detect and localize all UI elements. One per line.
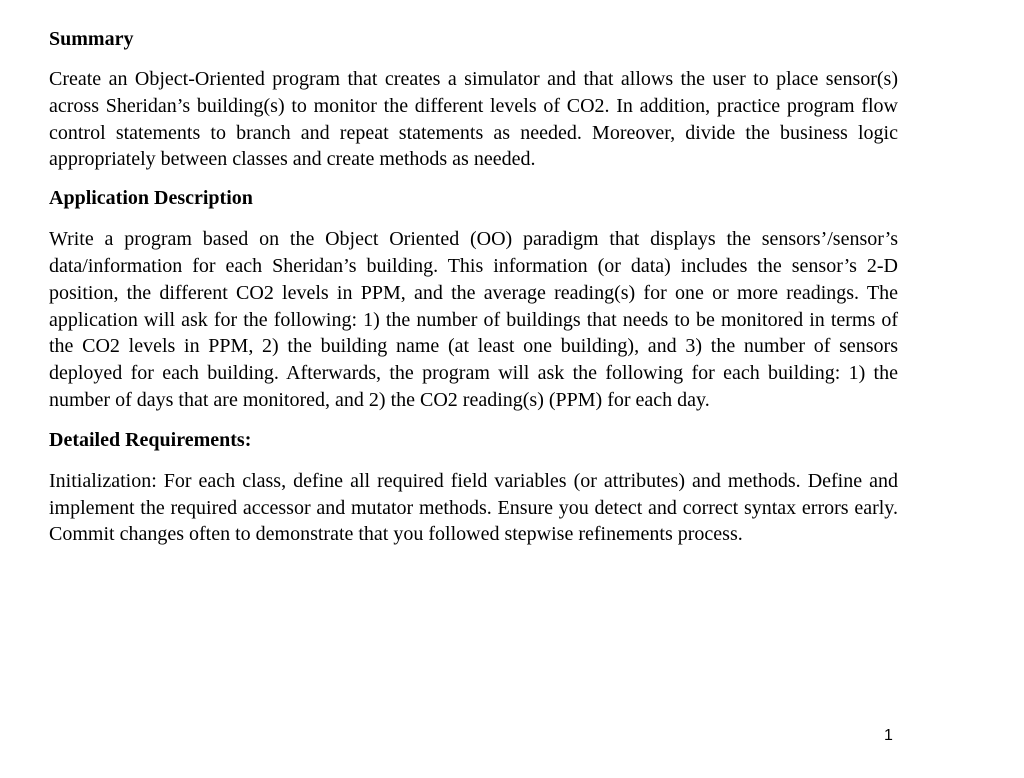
summary-heading: Summary <box>49 28 134 50</box>
detailed-requirements-heading: Detailed Requirements: <box>49 428 252 451</box>
application-description-paragraph: Write a program based on the Object Oriented (OO) paradigm that displays the sensors’/sensor’s data/information for each Sheridan’s building. This information (or data) includes the sensor’s 2-D position, the different CO2 levels in PPM, and the average reading(s) for one or more readings. The application will ask for the following: 1) the number of buildings that needs to be monitored in terms of the CO2 levels in PPM, 2) the building name (at least one building), and 3) the number of sensors deployed for each building. Afterwards, the program will ask the following for each building: 1) the number of days that are monitored, and 2) the CO2 reading(s) (PPM) for each day. <box>49 228 898 411</box>
document-body <box>49 26 898 548</box>
page-number: 1 <box>884 727 893 744</box>
summary-paragraph: Create an Object-Oriented program that creates a simulator and that allows the user to place sensor(s) across Sheridan’s building(s) to monitor the different levels of CO2. In addition, practice program flow control statements to branch and repeat statements as needed. Moreover, divide the business logic appropriately between classes and create methods as needed. <box>49 68 898 171</box>
application-description-heading: Application Description <box>49 187 253 210</box>
detailed-requirements-paragraph: Initialization: For each class, define all required field variables (or attributes) and methods. Define and implement the required accessor and mutator methods. Ensure you detect and correct syntax errors early. Commit changes often to demonstrate that you followed stepwise refinements process. <box>49 469 898 546</box>
